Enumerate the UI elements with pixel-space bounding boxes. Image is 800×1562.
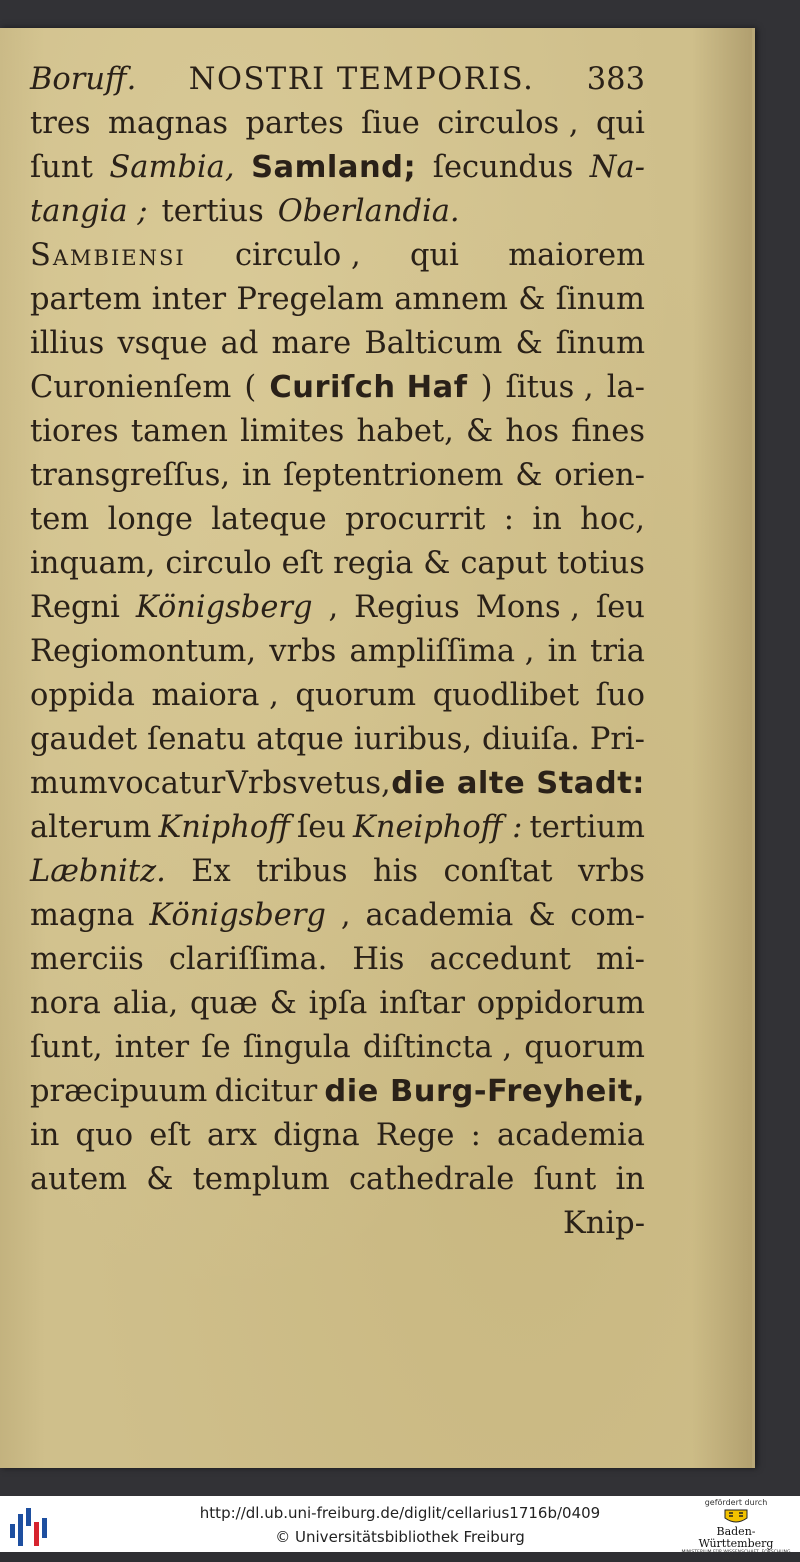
word: conſtat xyxy=(443,854,553,889)
word: in xyxy=(30,1118,60,1153)
word: magna xyxy=(30,898,135,933)
word: vetus, xyxy=(298,766,391,801)
word: ſunt xyxy=(30,150,93,185)
word: ſeptentrionem xyxy=(283,458,504,493)
word: ) xyxy=(480,370,493,405)
word: ſunt xyxy=(533,1162,597,1197)
word: totius xyxy=(557,546,645,581)
word: mum xyxy=(30,766,108,801)
word: maiora , xyxy=(151,678,279,713)
word: vocatur xyxy=(108,766,226,801)
word: Königsberg xyxy=(135,590,313,625)
word: iuribus, xyxy=(353,722,473,757)
word: , xyxy=(328,590,339,625)
word: & xyxy=(269,986,297,1021)
word: qui xyxy=(409,238,459,273)
text-line xyxy=(30,850,645,894)
word: academia xyxy=(497,1118,645,1153)
catchword: Knip- xyxy=(562,1206,645,1241)
word: & xyxy=(528,898,556,933)
word: amnem xyxy=(394,282,508,317)
text-line xyxy=(30,1026,645,1070)
word: orien- xyxy=(554,458,645,493)
word: circulos , xyxy=(437,106,579,141)
word: diuiſa. xyxy=(482,722,580,757)
word: Regius xyxy=(354,590,460,625)
word: clariſſima. xyxy=(168,942,328,977)
word: inquam, xyxy=(30,546,156,581)
word: nora xyxy=(30,986,101,1021)
text-line xyxy=(30,542,645,586)
word: tres xyxy=(30,106,91,141)
text-line xyxy=(30,1114,645,1158)
text-line xyxy=(30,586,645,630)
word: Regiomontum, xyxy=(30,634,257,669)
word: mi- xyxy=(595,942,645,977)
word: ſitus , xyxy=(505,370,594,405)
word: ipſa xyxy=(308,986,368,1021)
text-line xyxy=(30,410,645,454)
word: quo xyxy=(75,1118,134,1153)
word: accedunt xyxy=(429,942,571,977)
word: ſunt, xyxy=(30,1030,103,1065)
word: Samland; xyxy=(251,150,417,185)
word: templum xyxy=(192,1162,330,1197)
word: maiorem xyxy=(508,238,645,273)
word: transgreſſus, xyxy=(30,458,231,493)
word: & xyxy=(515,458,543,493)
word: regia xyxy=(333,546,414,581)
word: & xyxy=(515,326,543,361)
word: Regni xyxy=(30,590,120,625)
word: limites xyxy=(240,414,345,449)
text-line xyxy=(30,674,645,718)
word: oppida xyxy=(30,678,135,713)
word: ſingula xyxy=(242,1030,351,1065)
word: diſtincta , xyxy=(362,1030,513,1065)
word: ſuo xyxy=(595,678,645,713)
word: hos xyxy=(505,414,560,449)
text-line xyxy=(30,806,645,850)
word: His xyxy=(352,942,405,977)
word: Balticum xyxy=(364,326,503,361)
page-number: 383 xyxy=(586,62,645,97)
footer-bar xyxy=(0,1496,800,1561)
word: ſe xyxy=(201,1030,231,1065)
word: lateque xyxy=(211,502,327,537)
text-line xyxy=(30,894,645,938)
word: arx xyxy=(206,1118,257,1153)
running-header xyxy=(30,58,645,102)
word: ſinum xyxy=(555,282,645,317)
text-line xyxy=(30,718,645,762)
word: in xyxy=(241,458,272,493)
word: quorum xyxy=(295,678,417,713)
word: cathedrale xyxy=(348,1162,515,1197)
word: digna xyxy=(273,1118,360,1153)
word: vrbs xyxy=(269,634,337,669)
word: his xyxy=(372,854,419,889)
word: hoc, xyxy=(580,502,645,537)
text-line xyxy=(30,322,645,366)
word: : xyxy=(503,502,515,537)
word: præcipuum xyxy=(30,1074,208,1109)
word: in xyxy=(547,634,577,669)
word: inſtar xyxy=(379,986,465,1021)
word: ampliſſima , xyxy=(349,634,535,669)
word: quodlibet xyxy=(432,678,580,713)
word: Sambiensi xyxy=(30,238,186,273)
word: & xyxy=(466,414,494,449)
word: habet, xyxy=(356,414,454,449)
word: ſeu xyxy=(595,590,645,625)
word: Sambia, xyxy=(109,150,235,185)
word: : xyxy=(470,1118,481,1153)
sponsor-logo[interactable] xyxy=(680,1498,792,1561)
word: Mons , xyxy=(475,590,580,625)
word: die Burg-Freyheit, xyxy=(324,1074,645,1109)
word: Oberlandia. xyxy=(277,194,460,229)
word: tertius xyxy=(161,194,264,229)
word: tem xyxy=(30,502,90,537)
word: die alte Stadt: xyxy=(391,766,645,801)
word: Kneiphoff : xyxy=(353,810,523,845)
word: & xyxy=(423,546,451,581)
word: mare xyxy=(271,326,352,361)
word: autem xyxy=(30,1162,128,1197)
word: eſt xyxy=(149,1118,191,1153)
word: illius xyxy=(30,326,105,361)
sponsor-ministry: MINISTERIUM FÜR WISSENSCHAFT, FORSCHUNG UND KUNST xyxy=(681,1550,791,1561)
word: academia xyxy=(365,898,514,933)
text-line xyxy=(30,278,645,322)
body-lines xyxy=(30,102,645,1202)
catchword-line xyxy=(30,1202,645,1246)
text-line xyxy=(30,762,645,806)
coat-of-arms-icon xyxy=(721,1508,751,1526)
word: fines xyxy=(571,414,645,449)
word: tribus xyxy=(256,854,348,889)
word: circulo , xyxy=(235,238,361,273)
word: Kniphoff xyxy=(158,810,290,845)
word: Ex xyxy=(191,854,231,889)
word: Pregelam xyxy=(236,282,384,317)
word: Rege xyxy=(375,1118,455,1153)
word: in xyxy=(532,502,562,537)
word: ſenatu xyxy=(147,722,247,757)
word: inter xyxy=(151,282,227,317)
word: tamen xyxy=(130,414,228,449)
word: magnas xyxy=(107,106,229,141)
word: tria xyxy=(590,634,645,669)
text-line xyxy=(30,630,645,674)
word: atque xyxy=(256,722,344,757)
word: ad xyxy=(220,326,259,361)
text-line xyxy=(30,938,645,982)
copyright-text: © Universitätsbibliothek Freiburg xyxy=(275,1528,525,1546)
word: longe xyxy=(107,502,193,537)
word: gaudet xyxy=(30,722,138,757)
word: com- xyxy=(570,898,645,933)
word: ſiue xyxy=(361,106,420,141)
word: merciis xyxy=(30,942,144,977)
page-text xyxy=(30,58,645,1246)
text-line xyxy=(30,234,645,278)
text-line xyxy=(30,1070,645,1114)
word: & xyxy=(518,282,546,317)
word: tangia ; xyxy=(30,194,148,229)
source-url-link[interactable]: http://dl.ub.uni-freiburg.de/diglit/cellarius1716b/0409 xyxy=(199,1504,601,1522)
word: alia, xyxy=(112,986,179,1021)
word: Læbnitz. xyxy=(30,854,166,889)
word: qui xyxy=(596,106,645,141)
sponsor-state: Baden-Württemberg xyxy=(698,1525,774,1550)
word: ſeu xyxy=(296,810,346,845)
word: quæ xyxy=(189,986,258,1021)
word: circulo xyxy=(165,546,272,581)
word: in xyxy=(615,1162,645,1197)
text-line xyxy=(30,1158,645,1202)
word: Curiſch Haf xyxy=(269,370,468,405)
text-line xyxy=(30,190,645,234)
header-title: NOSTRI TEMPORIS. xyxy=(188,62,535,97)
word: Curonienſem xyxy=(30,370,232,405)
text-line xyxy=(30,982,645,1026)
word: inter xyxy=(114,1030,190,1065)
word: oppidorum xyxy=(476,986,645,1021)
word: Königsberg xyxy=(149,898,326,933)
text-line xyxy=(30,498,645,542)
text-line xyxy=(30,366,645,410)
word: ſecundus xyxy=(432,150,574,185)
word: caput xyxy=(460,546,548,581)
word: tertium xyxy=(529,810,645,845)
word: procurrit xyxy=(345,502,486,537)
text-line xyxy=(30,454,645,498)
book-page-scan xyxy=(0,28,755,1468)
text-line xyxy=(30,146,645,190)
word: ſinum xyxy=(555,326,645,361)
word: la- xyxy=(606,370,645,405)
sponsor-label: gefördert durch xyxy=(704,1498,768,1507)
word: Vrbs xyxy=(225,766,298,801)
word: & xyxy=(146,1162,174,1197)
word: quorum xyxy=(524,1030,645,1065)
word: ( xyxy=(244,370,257,405)
word: partes xyxy=(245,106,344,141)
word: alterum xyxy=(30,810,152,845)
text-line xyxy=(30,102,645,146)
word: Na- xyxy=(589,150,645,185)
word: partem xyxy=(30,282,142,317)
header-left: Boruff. xyxy=(30,62,137,97)
word: Pri- xyxy=(589,722,645,757)
word: vrbs xyxy=(577,854,645,889)
word: eſt xyxy=(281,546,324,581)
word: tiores xyxy=(30,414,119,449)
word: , xyxy=(340,898,351,933)
word: dicitur xyxy=(214,1074,318,1109)
word: vsque xyxy=(117,326,208,361)
